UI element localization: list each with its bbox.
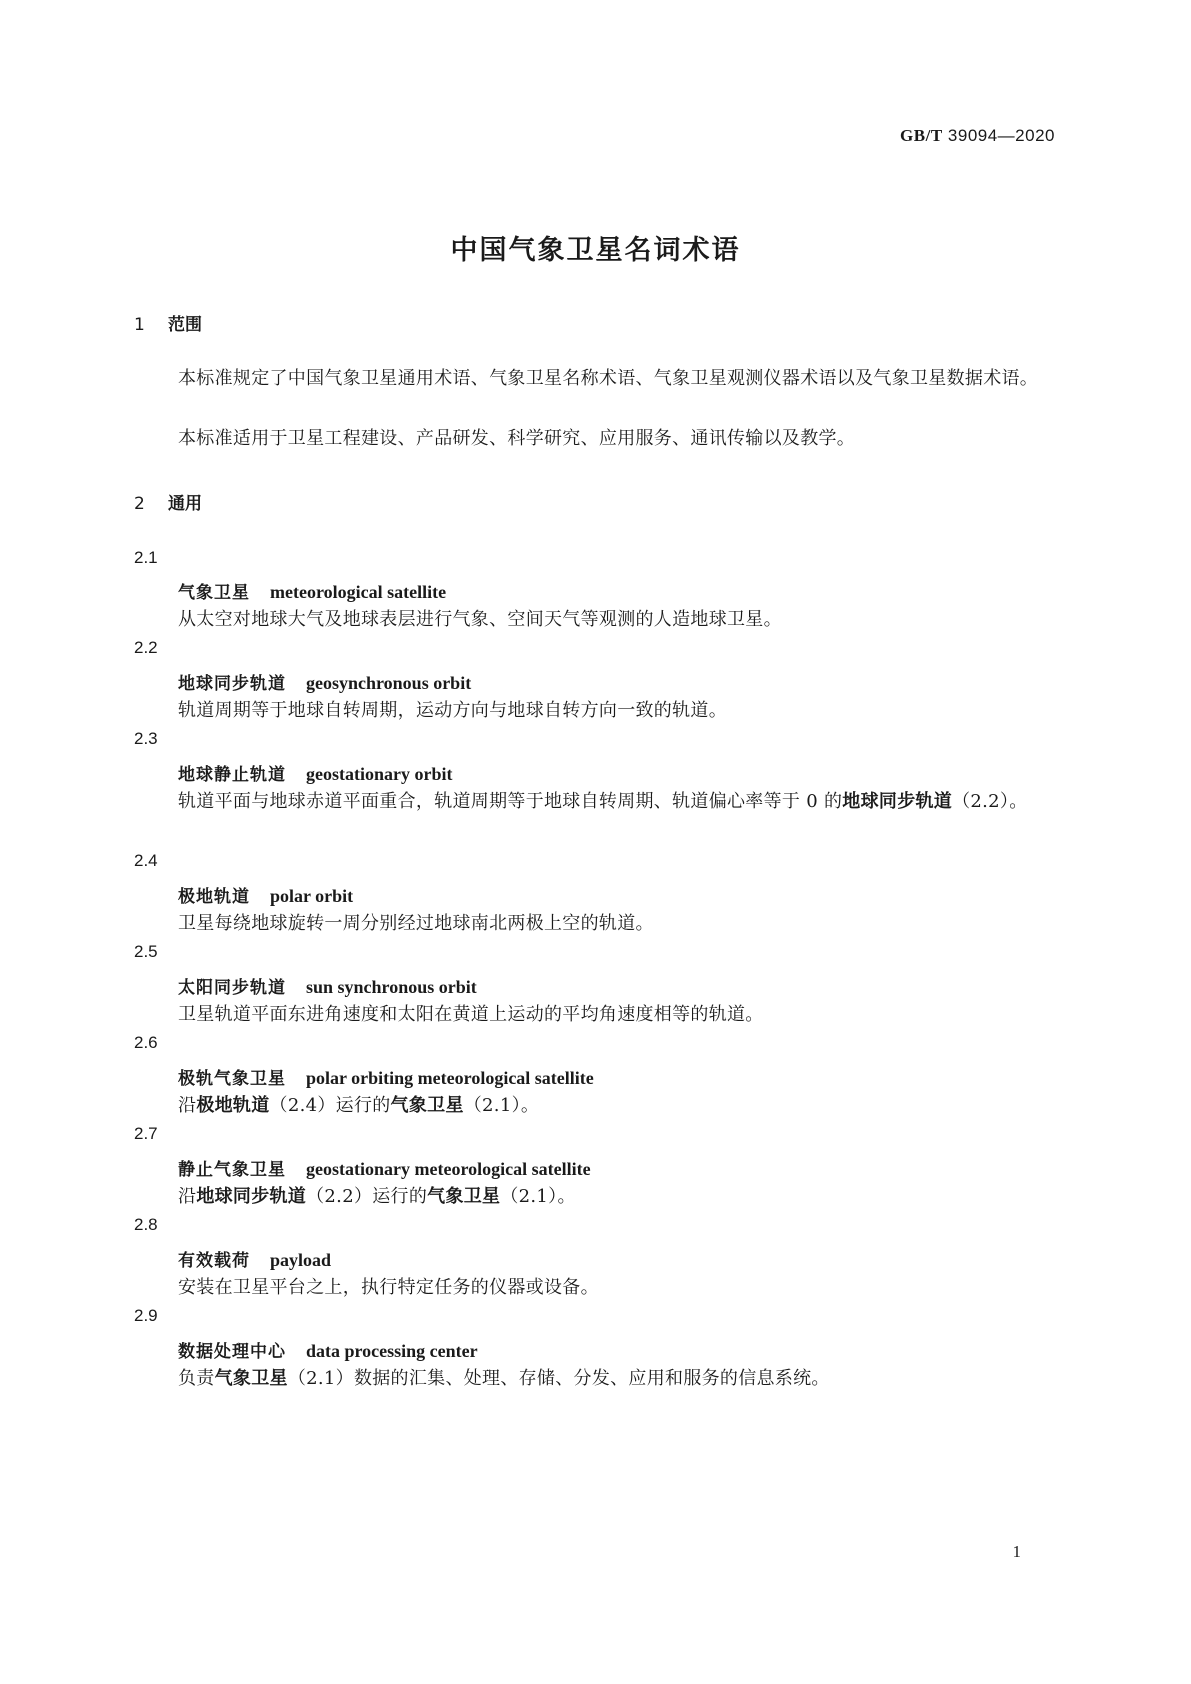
term-definition: 安装在卫星平台之上，执行特定任务的仪器或设备。 [178, 1277, 599, 1298]
term-english: meteorological satellite [270, 582, 447, 602]
entry-number: 2.4 [134, 851, 158, 870]
term-chinese: 极轨气象卫星 [178, 1069, 286, 1089]
cross-reference: 气象卫星 [390, 1095, 464, 1116]
term-chinese: 地球同步轨道 [178, 674, 286, 694]
definition-text: 沿 [178, 1186, 197, 1207]
term [178, 669, 471, 694]
term [178, 1246, 331, 1271]
term [178, 1337, 478, 1362]
term [178, 1155, 591, 1180]
page-number: 1 [1012, 1542, 1021, 1561]
cross-reference: 气象卫星 [214, 1368, 288, 1389]
entry-number: 2.6 [134, 1033, 158, 1052]
definition-text: （2.1）。 [463, 1095, 540, 1116]
standard-number: 39094—2020 [947, 126, 1055, 145]
entry-number: 2.8 [134, 1215, 158, 1234]
term [178, 973, 477, 998]
term-english: polar orbit [270, 886, 354, 906]
term-definition: 卫星每绕地球旋转一周分别经过地球南北两极上空的轨道。 [178, 913, 654, 934]
definition-text: （2.4）运行的 [269, 1095, 391, 1116]
term-english: data processing center [306, 1341, 478, 1361]
term-english: geosynchronous orbit [306, 673, 472, 693]
term-definition [178, 1090, 1058, 1122]
cross-reference: 地球同步轨道 [196, 1186, 307, 1207]
entry-number: 2.1 [134, 548, 158, 567]
section-number: 2 [134, 494, 145, 514]
scope-paragraph-1: 本标准规定了中国气象卫星通用术语、气象卫星名称术语、气象卫星观测仪器术语以及气象卫星数据术语。 [178, 368, 1039, 389]
term-english: sun synchronous orbit [306, 977, 477, 997]
term [178, 760, 452, 785]
entry-number: 2.9 [134, 1306, 158, 1325]
entry-number: 2.7 [134, 1124, 158, 1143]
section-heading-scope [134, 310, 202, 335]
standard-code [900, 126, 1055, 146]
document-title: 中国气象卫星名词术语 [450, 235, 741, 266]
term-chinese: 地球静止轨道 [178, 765, 286, 785]
term-chinese: 静止气象卫星 [178, 1160, 286, 1180]
term-definition: 卫星轨道平面东进角速度和太阳在黄道上运动的平均角速度相等的轨道。 [178, 1004, 764, 1025]
entry-number: 2.2 [134, 638, 158, 657]
term-english: geostationary meteorological satellite [306, 1159, 591, 1179]
definition-text: （2.1）数据的汇集、处理、存储、分发、应用和服务的信息系统。 [287, 1368, 830, 1389]
term-english: geostationary orbit [306, 764, 453, 784]
term-chinese: 太阳同步轨道 [178, 978, 286, 998]
cross-reference: 地球同步轨道 [842, 791, 953, 812]
term-chinese: 极地轨道 [178, 887, 250, 907]
term-definition [178, 1363, 1058, 1395]
definition-text: 轨道平面与地球赤道平面重合，轨道周期等于地球自转周期、轨道偏心率等于 0 的 [178, 791, 843, 812]
scope-paragraph-2: 本标准适用于卫星工程建设、产品研发、科学研究、应用服务、通讯传输以及教学。 [178, 428, 856, 449]
section-title: 范围 [168, 315, 202, 335]
term [178, 1064, 594, 1089]
definition-text: 负责 [178, 1368, 215, 1389]
section-title: 通用 [168, 494, 202, 514]
definition-text: （2.2）运行的 [306, 1186, 428, 1207]
section-heading-general [134, 489, 202, 514]
definition-text: （2.2）。 [952, 791, 1028, 812]
definition-text: 沿 [178, 1095, 197, 1116]
entry-number: 2.3 [134, 729, 158, 748]
term-english: polar orbiting meteorological satellite [306, 1068, 594, 1088]
term-english: payload [270, 1250, 332, 1270]
term [178, 578, 446, 603]
section-number: 1 [134, 315, 145, 335]
term-chinese: 数据处理中心 [178, 1342, 286, 1362]
standard-prefix: GB/T [900, 126, 943, 145]
term-chinese: 气象卫星 [178, 583, 250, 603]
entry-number: 2.5 [134, 942, 158, 961]
term [178, 882, 353, 907]
term-definition: 轨道周期等于地球自转周期，运动方向与地球自转方向一致的轨道。 [178, 700, 727, 721]
definition-text: （2.1）。 [500, 1186, 576, 1207]
term-chinese: 有效载荷 [178, 1251, 250, 1271]
term-definition: 从太空对地球大气及地球表层进行气象、空间天气等观测的人造地球卫星。 [178, 609, 782, 630]
cross-reference: 气象卫星 [427, 1186, 501, 1207]
cross-reference: 极地轨道 [196, 1095, 270, 1116]
term-definition [178, 1181, 1058, 1213]
term-definition [134, 786, 1058, 818]
